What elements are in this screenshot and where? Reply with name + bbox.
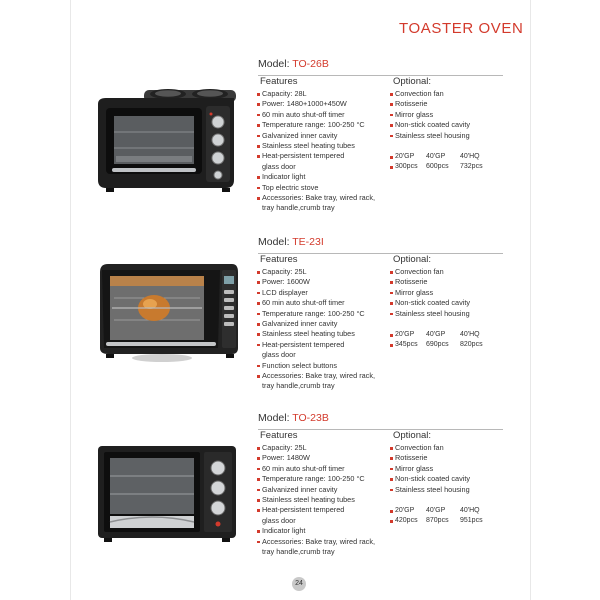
feature-item: 60 min auto shut-off timer: [257, 110, 387, 120]
container-headers: [390, 152, 500, 162]
optional-heading: Optional:: [393, 254, 432, 265]
model-code: TO-26B: [292, 58, 329, 70]
container-quantities: [390, 516, 500, 526]
feature-item: Power: 1480+1000+450W: [257, 99, 387, 109]
feature-item: Power: 1480W: [257, 453, 387, 463]
feature-item: Stainless steel heating tubes: [257, 141, 387, 151]
feature-item: Capacity: 25L: [257, 443, 387, 453]
feature-item: 60 min auto shut-off timer: [257, 298, 387, 308]
features-list: [257, 267, 387, 392]
model-heading: [258, 58, 503, 76]
feature-item: Capacity: 28L: [257, 89, 387, 99]
qty-20gp: 345pcs: [390, 340, 426, 350]
qty-40gp: 870pcs: [426, 517, 449, 524]
toaster-oven-to-26b-image: [92, 84, 242, 204]
qty-40hq: 951pcs: [460, 517, 483, 524]
qty-40hq: 732pcs: [460, 163, 483, 170]
optional-item: Convection fan: [390, 443, 510, 453]
feature-item: Top electric stove: [257, 183, 387, 193]
feature-item: Heat-persistent tempered: [257, 505, 387, 515]
optional-heading: Optional:: [393, 430, 432, 441]
container-20gp: 20'GP: [390, 506, 426, 516]
optional-item: Convection fan: [390, 267, 510, 277]
features-list: [257, 89, 387, 214]
optional-item: Non-stick coated cavity: [390, 120, 510, 130]
feature-item: Temperature range: 100-250 °C: [257, 309, 387, 319]
optional-heading: Optional:: [393, 76, 432, 87]
feature-item: Galvanized inner cavity: [257, 485, 387, 495]
optional-item: Stainless steel housing: [390, 131, 510, 141]
optional-item: Stainless steel housing: [390, 485, 510, 495]
shipping-quantities: [390, 506, 500, 526]
features-list: [257, 443, 387, 557]
container-quantities: [390, 340, 500, 350]
qty-20gp: 300pcs: [390, 162, 426, 172]
feature-item: Temperature range: 100-250 °C: [257, 120, 387, 130]
model-code: TO-23B: [292, 412, 329, 424]
optional-list: [390, 89, 510, 141]
feature-item: tray handle,crumb tray: [262, 547, 335, 557]
feature-item: Function select buttons: [257, 361, 387, 371]
model-code: TE-23I: [292, 236, 324, 248]
model-heading: [258, 412, 503, 430]
feature-item: Stainless steel heating tubes: [257, 329, 387, 339]
model-label: Model:: [258, 58, 290, 70]
feature-item: 60 min auto shut-off timer: [257, 464, 387, 474]
feature-item: Capacity: 25L: [257, 267, 387, 277]
optional-item: Mirror glass: [390, 464, 510, 474]
feature-item: Accessories: Bake tray, wired rack,: [257, 537, 387, 547]
model-heading: [258, 236, 503, 254]
qty-20gp: 420pcs: [390, 516, 426, 526]
optional-item: Non-stick coated cavity: [390, 298, 510, 308]
feature-item: tray handle,crumb tray: [262, 203, 335, 213]
container-40hq: 40'HQ: [460, 507, 480, 514]
qty-40gp: 690pcs: [426, 341, 449, 348]
container-40gp: 40'GP: [426, 331, 446, 338]
features-heading: Features: [260, 76, 298, 87]
feature-item: tray handle,crumb tray: [262, 381, 335, 391]
optional-item: Mirror glass: [390, 110, 510, 120]
container-headers: [390, 506, 500, 516]
feature-item: Power: 1600W: [257, 277, 387, 287]
container-quantities: [390, 162, 500, 172]
optional-item: Non-stick coated cavity: [390, 474, 510, 484]
page-title: TOASTER OVEN: [399, 20, 524, 37]
page-right-edge: [530, 0, 531, 600]
optional-item: Rotisserie: [390, 277, 510, 287]
feature-item: Galvanized inner cavity: [257, 131, 387, 141]
feature-item: Indicator light: [257, 526, 387, 536]
optional-item: Stainless steel housing: [390, 309, 510, 319]
container-20gp: 20'GP: [390, 330, 426, 340]
features-heading: Features: [260, 254, 298, 265]
shipping-quantities: [390, 330, 500, 350]
qty-40gp: 600pcs: [426, 163, 449, 170]
container-40hq: 40'HQ: [460, 153, 480, 160]
container-40hq: 40'HQ: [460, 331, 480, 338]
feature-item: glass door: [262, 350, 296, 360]
optional-list: [390, 267, 510, 319]
toaster-oven-to-23b-image: [92, 442, 242, 552]
feature-item: Temperature range: 100-250 °C: [257, 474, 387, 484]
model-label: Model:: [258, 236, 290, 248]
container-40gp: 40'GP: [426, 153, 446, 160]
container-headers: [390, 330, 500, 340]
feature-item: Accessories: Bake tray, wired rack,: [257, 371, 387, 381]
feature-item: Heat-persistent tempered: [257, 151, 387, 161]
optional-item: Rotisserie: [390, 99, 510, 109]
optional-item: Mirror glass: [390, 288, 510, 298]
page-number: 24: [292, 577, 306, 591]
feature-item: Heat-persistent tempered: [257, 340, 387, 350]
container-20gp: 20'GP: [390, 152, 426, 162]
toaster-oven-te-23i-image: [92, 258, 242, 368]
container-40gp: 40'GP: [426, 507, 446, 514]
feature-item: glass door: [262, 515, 296, 525]
feature-item: Stainless steel heating tubes: [257, 495, 387, 505]
optional-item: Convection fan: [390, 89, 510, 99]
features-heading: Features: [260, 430, 298, 441]
feature-item: glass door: [262, 161, 296, 171]
page-left-edge: [70, 0, 71, 600]
feature-item: Indicator light: [257, 172, 387, 182]
shipping-quantities: [390, 152, 500, 172]
model-label: Model:: [258, 412, 290, 424]
feature-item: LCD displayer: [257, 288, 387, 298]
qty-40hq: 820pcs: [460, 341, 483, 348]
feature-item: Galvanized inner cavity: [257, 319, 387, 329]
feature-item: Accessories: Bake tray, wired rack,: [257, 193, 387, 203]
optional-item: Rotisserie: [390, 453, 510, 463]
optional-list: [390, 443, 510, 495]
